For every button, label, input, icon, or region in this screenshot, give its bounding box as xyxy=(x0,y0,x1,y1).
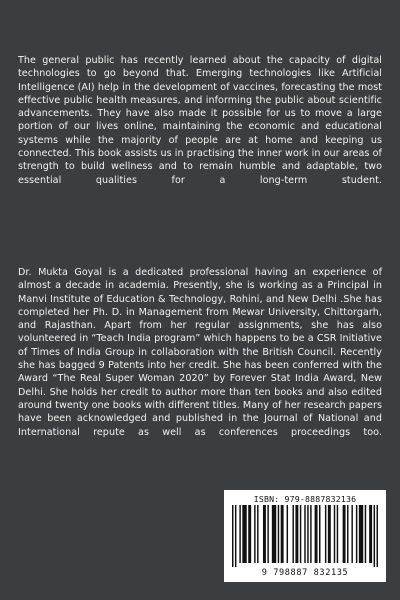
barcode-bar xyxy=(248,505,251,563)
barcode-bar xyxy=(295,505,298,563)
barcode-bar xyxy=(257,505,258,563)
barcode-bar xyxy=(334,505,335,563)
barcode-bar xyxy=(235,505,236,567)
barcode-bar xyxy=(263,505,266,563)
barcode-bar xyxy=(304,505,305,563)
isbn-barcode xyxy=(224,490,386,582)
barcode-bar xyxy=(300,505,301,563)
barcode-bar xyxy=(351,505,352,563)
barcode-bar xyxy=(281,505,284,563)
barcode-bar xyxy=(239,505,240,563)
barcode-bar xyxy=(242,505,246,563)
barcode-bar xyxy=(377,505,378,567)
barcode-bar xyxy=(278,505,279,563)
barcode-bar xyxy=(359,505,363,563)
author-bio: Dr. Mukta Goyal is a dedicated professional having an experience of almost a decade in academia. Presently, she is working as a Principal in Manvi Institute of Education & Technology, Rohini, and New Delhi .She has completed her Ph. D. in Management from Mewar University, Chittorgarh, and Rajasthan. Apart from her regular assignments, she has also volunteered in “Teach India program” which happens to be a CSR Initiative of Times of India Group in collaboration with the British Council. Recently she has bagged 9 Patents into her credit. She has been conferred with the Award “The Real Super Woman 2020” by Forever Stat India Award, New Delhi. She holds her credit to author more than ten books and also edited around twenty one books with different titles. Many of her research papers have been acknowledged and published in the Journal of National and International repute as well as conferences proceedings too. xyxy=(18,267,382,438)
barcode-bar xyxy=(356,505,357,563)
barcode-bars xyxy=(232,505,378,567)
barcode-bar xyxy=(325,505,326,563)
isbn-label: ISBN: 979-8887832136 xyxy=(253,494,357,504)
barcode-digits: 9 798887 832135 xyxy=(261,568,349,578)
barcode-bar xyxy=(310,505,311,563)
barcode-bar xyxy=(232,505,233,567)
barcode-bar xyxy=(315,505,318,563)
barcode-bar xyxy=(287,505,288,563)
barcode-bar xyxy=(337,505,338,563)
barcode-bar xyxy=(369,505,372,563)
book-blurb: The general public has recently learned about the capacity of digital technologies to go beyond that. Emerging technologies like Artificial Intelligence (AI) help in the development of vaccines, forecasting the most effective public health measures, and informing the public about scientific advancements. They have also made it possible for us to move a large portion of our lives online, maintaining the economic and educational systems while the majority of people are at home and keeping us connected. This book assists us in practising the inner work in our areas of strength to build wellness and to remain humble and adaptable, two essential qualities for a long-term student. xyxy=(18,55,382,186)
barcode-bar xyxy=(347,505,348,563)
barcode-bar xyxy=(267,505,268,563)
barcode-bar xyxy=(328,505,331,563)
barcode-bar xyxy=(374,505,375,567)
barcode-bar xyxy=(292,505,293,563)
barcode-bar xyxy=(307,505,308,563)
barcode-bar xyxy=(319,505,320,563)
barcode-bar xyxy=(343,505,346,563)
barcode-bar xyxy=(365,505,366,563)
barcode-bar xyxy=(254,505,255,563)
barcode-bar xyxy=(272,505,276,563)
